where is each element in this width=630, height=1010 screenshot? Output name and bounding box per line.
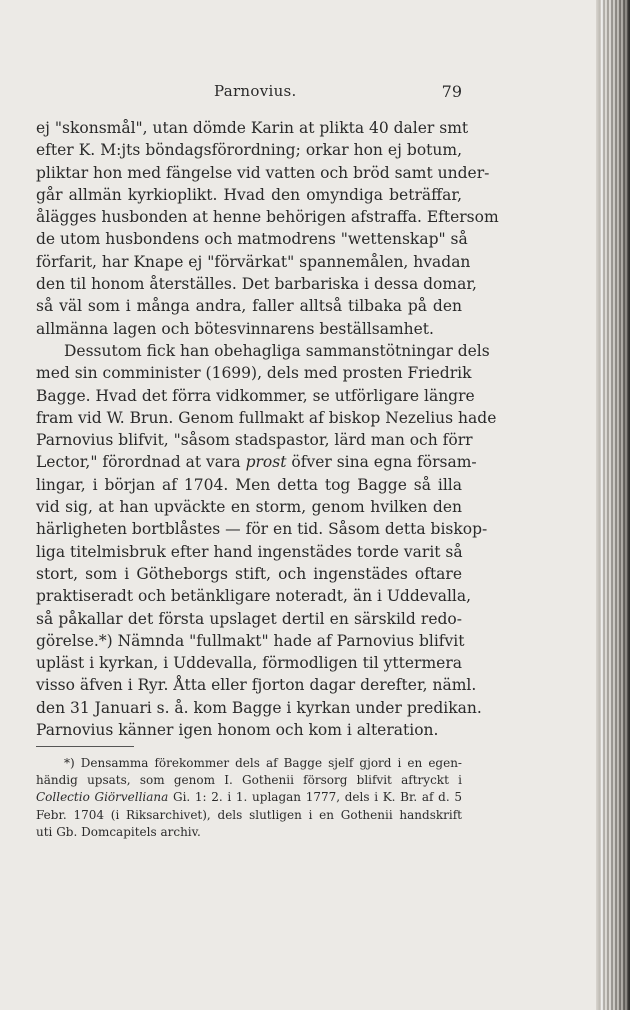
body-text xyxy=(36,117,499,741)
text-line: Bagge. Hvad det förra vidkommer, se utförligare längre xyxy=(36,386,475,405)
footnote-line-with-italic xyxy=(36,789,462,806)
text-line: förfarit, har Knape ej "förvärkat" spannemålen, hvadan xyxy=(36,252,471,271)
italic-word: prost xyxy=(245,453,287,472)
footnote-line: händig upsats, som genom I. Gothenii försorg blifvit aftryckt i xyxy=(36,773,462,788)
footnote-divider xyxy=(36,746,134,747)
text-line: går allmän kyrkioplikt. Hvad den omyndiga beträffar, xyxy=(36,185,462,204)
text-line: de utom husbondens och matmodrens "wettenskap" så xyxy=(36,230,468,249)
page-number: 79 xyxy=(441,82,462,101)
text-line: praktiseradt och betänkligare noteradt, än i Uddevalla, xyxy=(36,587,472,606)
text-line: fram vid W. Brun. Genom fullmakt af biskop Nezelius hade xyxy=(36,408,497,427)
running-head: Parnovius. xyxy=(214,82,297,100)
footnote xyxy=(36,755,462,841)
footnote-line: uti Gb. Domcapitels archiv. xyxy=(36,824,201,839)
page-header xyxy=(36,82,462,104)
text-line: Parnovius känner igen honom och kom i alteration. xyxy=(36,721,439,740)
italic-word: Giörvelliana xyxy=(94,790,169,805)
text-line: upläst i kyrkan, i Uddevalla, förmodligen til yttermera xyxy=(36,654,462,673)
footnote-line: *) Densamma förekommer dels af Bagge sjelf gjord i en egen- xyxy=(64,756,462,770)
text-line: stort, som i Götheborgs stift, och ingenstädes oftare xyxy=(36,564,462,583)
footnote-line: Febr. 1704 (i Riksarchivet), dels slutligen i en Gothenii handskrift xyxy=(36,807,462,822)
text-line: visso äfven i Ryr. Åtta eller fjorton dagar derefter, näml. xyxy=(36,676,477,695)
text-segment: Gi. 1: 2. i 1. uplagan 1777, dels i K. Br. af d. 5 xyxy=(173,790,462,805)
text-line-with-italic xyxy=(36,451,477,473)
text-line: liga titelmisbruk efter hand ingenstädes torde varit så xyxy=(36,542,463,561)
text-line: pliktar hon med fängelse vid vatten och bröd samt under- xyxy=(36,163,490,182)
text-line: Parnovius blifvit, "såsom stadspastor, lärd man och förr xyxy=(36,431,473,450)
text-line: görelse.*) Nämnda "fullmakt" hade af Parnovius blifvit xyxy=(36,631,465,650)
book-spine-edge xyxy=(596,0,630,1010)
text-line: ålägges husbonden at henne behörigen afstraffa. Eftersom xyxy=(36,208,499,227)
text-line: vid sig, at han upväckte en storm, genom hvilken den xyxy=(36,498,462,517)
text-line: ej "skonsmål", utan dömde Karin at plikta 40 daler smt xyxy=(36,119,469,137)
text-line: härligheten bortblåstes — för en tid. Såsom detta biskop- xyxy=(36,520,488,539)
text-line: den 31 Januari s. å. kom Bagge i kyrkan under predikan. xyxy=(36,698,482,717)
paragraph-start-line: Dessutom fick han obehagliga sammanstötningar dels xyxy=(64,341,490,360)
text-line: allmänna lagen och bötesvinnarens beställsamhet. xyxy=(36,319,434,338)
text-line: lingar, i början af 1704. Men detta tog Bagge så illa xyxy=(36,475,462,494)
italic-word: Collectio xyxy=(36,790,90,805)
text-segment: öfver sina egna försam- xyxy=(291,453,477,472)
text-line: så påkallar det första upslaget dertil en särskild redo- xyxy=(36,609,462,628)
text-line: så väl som i många andra, faller alltså tilbaka på den xyxy=(36,297,462,316)
text-segment: Lector," förordnad at vara xyxy=(36,453,241,472)
text-line: efter K. M:jts böndagsförordning; orkar hon ej botum, xyxy=(36,141,462,160)
text-line: med sin comminister (1699), dels med prosten Friedrik xyxy=(36,364,472,383)
text-line: den til honom återställes. Det barbariska i dessa domar, xyxy=(36,275,477,294)
